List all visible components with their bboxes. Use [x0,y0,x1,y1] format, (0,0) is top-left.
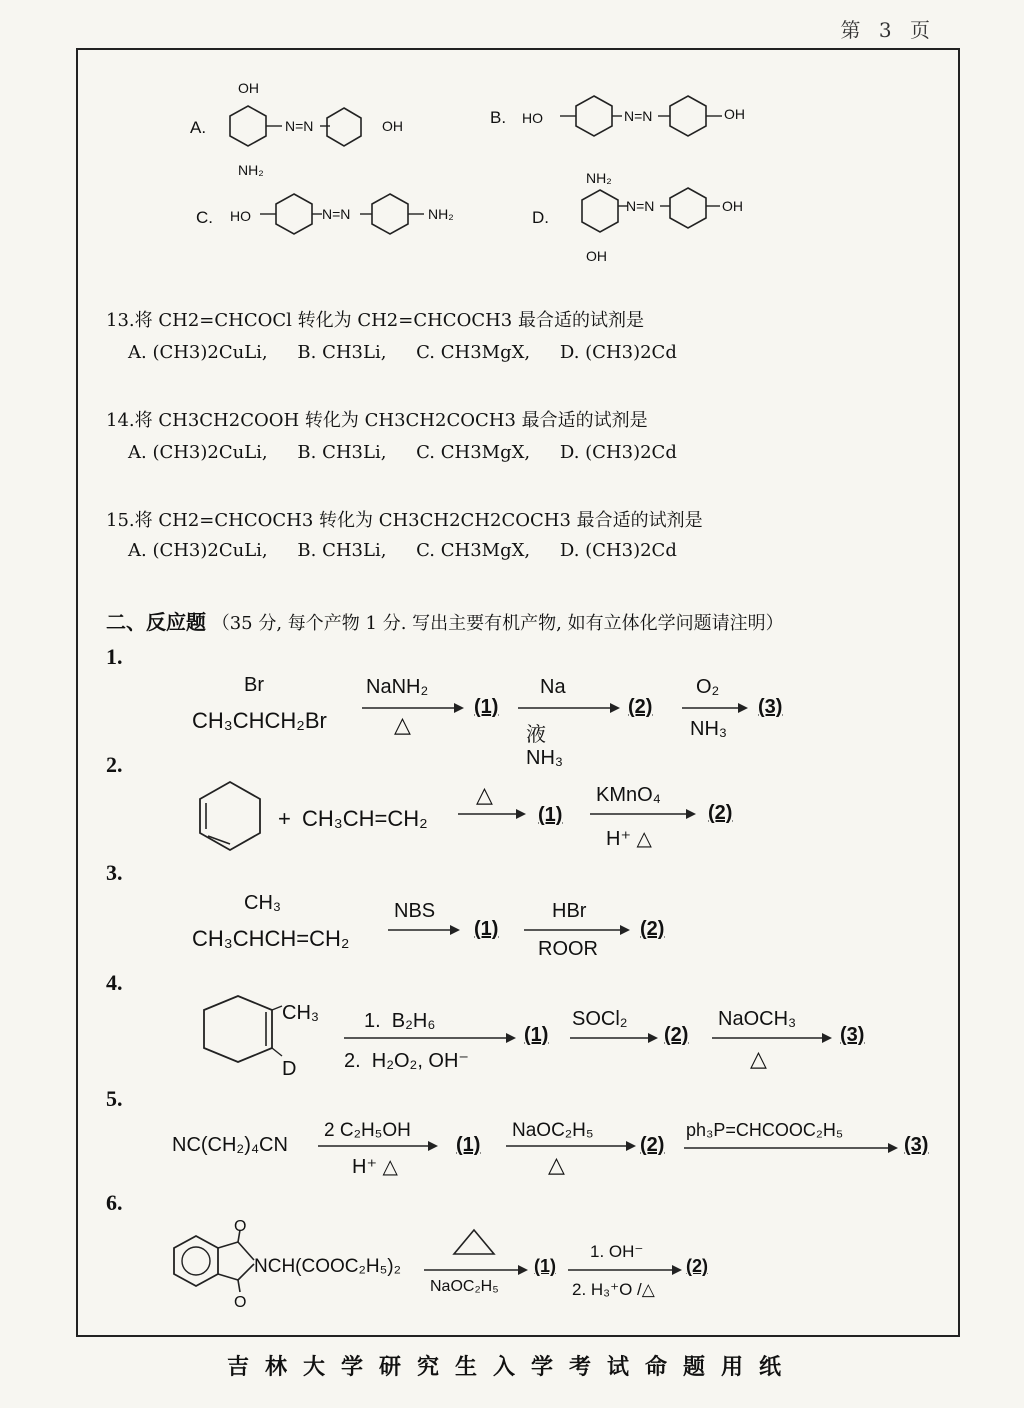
option-b-ho: HO [522,110,543,126]
reaction-2-product-1: (1) [538,804,563,826]
reaction-4-d: D [282,1058,297,1080]
option-c-azo: N=N [322,206,351,222]
reaction-1-arrow1-above: NaNH₂ [366,676,429,698]
reaction-3-arrow2 [522,922,632,938]
footer-text: 吉林大学研究生入学考试命题用纸 [226,1354,797,1380]
reaction-4-product-2: (2) [664,1024,689,1046]
reaction-4-arrow3-below: △ [750,1046,767,1071]
choice-c: C. CH3MgX, [416,442,531,463]
reaction-4-product-1: (1) [524,1024,549,1046]
reaction-1-arrow3 [680,700,750,716]
choice-c: C. CH3MgX, [416,342,531,363]
reaction-5-arrow1-below: H⁺ △ [352,1156,398,1178]
reaction-1-arrow2-above: Na [540,676,566,698]
reaction-4-ch3: CH₃ [282,1002,320,1024]
reaction-5-arrow1-above: 2 C₂H₅OH [324,1120,411,1141]
reaction-1-arrow1-below: △ [394,712,411,737]
reaction-4-arrow2 [568,1030,660,1046]
cyclohexene-structure [200,990,284,1074]
reaction-3-arrow1 [386,922,462,938]
epoxide-icon [446,1226,502,1258]
option-b-azo: N=N [624,108,653,124]
option-a-azo: N=N [285,118,314,134]
reaction-1-arrow3-below: NH₃ [690,718,728,740]
reaction-2-product-2: (2) [708,802,733,824]
option-a-nh2: NH₂ [238,162,264,178]
option-a-structure [222,100,372,170]
reaction-5-number: 5. [106,1086,123,1111]
reaction-5-arrow3 [682,1140,900,1156]
reaction-2-reagent: CH₃CH=CH₂ [302,806,428,831]
reaction-2-arrow1-above: △ [476,782,493,807]
choice-b: B. CH3Li, [297,442,387,463]
option-b-oh: OH [724,106,745,122]
question-13-choices [128,342,701,363]
question-15: 15.将 CH2=CHCOCH3 转化为 CH3CH2CH2COCH3 最合适的试剂是 [106,510,703,531]
reaction-4-arrow2-above: SOCl₂ [572,1008,628,1030]
reaction-6-product-2: (2) [686,1256,708,1276]
reaction-4-number: 4. [106,970,123,995]
reaction-4-arrow1 [342,1030,518,1046]
reaction-3-product-2: (2) [640,918,665,940]
section-title: 二、反应题 [106,610,206,634]
reaction-5-arrow2-below: △ [548,1152,565,1177]
choice-b: B. CH3Li, [297,540,387,561]
reaction-5-arrow1 [316,1138,440,1154]
reaction-3-ch3: CH₃ [244,892,282,914]
reaction-2-arrow2-above: KMnO₄ [596,784,661,806]
choice-a: A. (CH3)2CuLi, [128,442,268,463]
reaction-5-arrow3-above: ph₃P=CHCOOC₂H₅ [686,1120,844,1140]
question-15-choices [128,540,701,561]
reaction-6-arrow2-above: 1. OH⁻ [590,1242,644,1261]
option-c-nh2: NH₂ [428,206,454,222]
reaction-5-substrate: NC(CH₂)₄CN [172,1134,288,1156]
section-heading [106,606,784,635]
option-b-label: B. [490,108,507,127]
option-c-ho: HO [230,208,251,224]
reaction-1-product-2: (2) [628,696,653,718]
reaction-3-substrate: CH₃CHCH=CH₂ [192,926,350,951]
reaction-5-product-3: (3) [904,1134,929,1156]
option-d-structure [560,184,760,254]
reaction-1-product-3: (3) [758,696,783,718]
choice-d: D. (CH3)2Cd [559,442,677,463]
option-d-oh-right: OH [722,198,743,214]
choice-c: C. CH3MgX, [416,540,531,561]
reaction-6-arrow2-below: 2. H₃⁺O /△ [572,1280,655,1299]
page-number: 第 3 页 [840,18,936,42]
section-note: （35 分, 每个产物 1 分. 写出主要有机产物, 如有立体化学问题请注明） [211,613,784,634]
reaction-6-o-bottom: O [234,1294,247,1311]
option-a-label: A. [190,118,207,137]
option-a-oh-right: OH [382,118,403,134]
reaction-3-product-1: (1) [474,918,499,940]
reaction-1-number: 1. [106,644,123,669]
choice-d: D. (CH3)2Cd [559,540,677,561]
reaction-3-arrow2-below: ROOR [538,938,598,960]
reaction-6-arrow1 [422,1262,530,1278]
reaction-4-arrow3-above: NaOCH₃ [718,1008,797,1030]
reaction-1-arrow3-above: O₂ [696,676,720,698]
option-d-label: D. [532,208,549,227]
reaction-4-arrow3 [710,1030,834,1046]
option-d-nh2: NH₂ [586,170,612,186]
reaction-2-number: 2. [106,752,123,777]
reaction-6-number: 6. [106,1190,123,1215]
choice-d: D. (CH3)2Cd [559,342,677,363]
reaction-6-product-1: (1) [534,1256,556,1276]
question-13: 13.将 CH2=CHCOCl 转化为 CH2=CHCOCH3 最合适的试剂是 [106,310,644,331]
reaction-5-arrow2-above: NaOC₂H₅ [512,1120,594,1141]
reaction-6-substrate: NCH(COOC₂H₅)₂ [254,1256,401,1277]
reaction-2-arrow2 [588,806,698,822]
reaction-1-arrow2-below: 液NH₃ [526,724,564,769]
reaction-6-arrow2 [566,1262,684,1278]
reaction-2-arrow1 [456,806,528,822]
reaction-3-arrow1-above: NBS [394,900,436,922]
reaction-1-substrate: CH₃CHCH₂Br [192,708,327,733]
question-14-choices [128,442,701,463]
reaction-2-plus: + [278,806,291,831]
reaction-4-arrow1-above: 1. B₂H₆ [364,1010,436,1032]
reaction-1-product-1: (1) [474,696,499,718]
option-c-label: C. [196,208,213,227]
reaction-5-product-1: (1) [456,1134,481,1156]
option-d-oh-bottom: OH [586,248,607,264]
reaction-4-product-3: (3) [840,1024,865,1046]
question-14: 14.将 CH3CH2COOH 转化为 CH3CH2COCH3 最合适的试剂是 [106,410,648,431]
reaction-1-br: Br [244,674,264,696]
cyclohexadiene-structure [192,778,268,854]
choice-a: A. (CH3)2CuLi, [128,540,268,561]
option-d-azo: N=N [626,198,655,214]
reaction-5-arrow2 [504,1138,638,1154]
reaction-1-arrow2 [516,700,622,716]
reaction-5-product-2: (2) [640,1134,665,1156]
option-a-oh-top: OH [238,80,259,96]
reaction-1-arrow1 [360,700,466,716]
reaction-3-arrow2-above: HBr [552,900,587,922]
reaction-3-number: 3. [106,860,123,885]
reaction-6-arrow1-below: NaOC₂H₅ [430,1278,499,1295]
choice-b: B. CH3Li, [297,342,387,363]
reaction-6-o-top: O [234,1218,247,1235]
choice-a: A. (CH3)2CuLi, [128,342,268,363]
reaction-4-arrow1-below: 2. H₂O₂, OH⁻ [344,1050,469,1072]
phthalimide-structure [166,1226,266,1310]
reaction-2-arrow2-below: H⁺ △ [606,828,652,850]
